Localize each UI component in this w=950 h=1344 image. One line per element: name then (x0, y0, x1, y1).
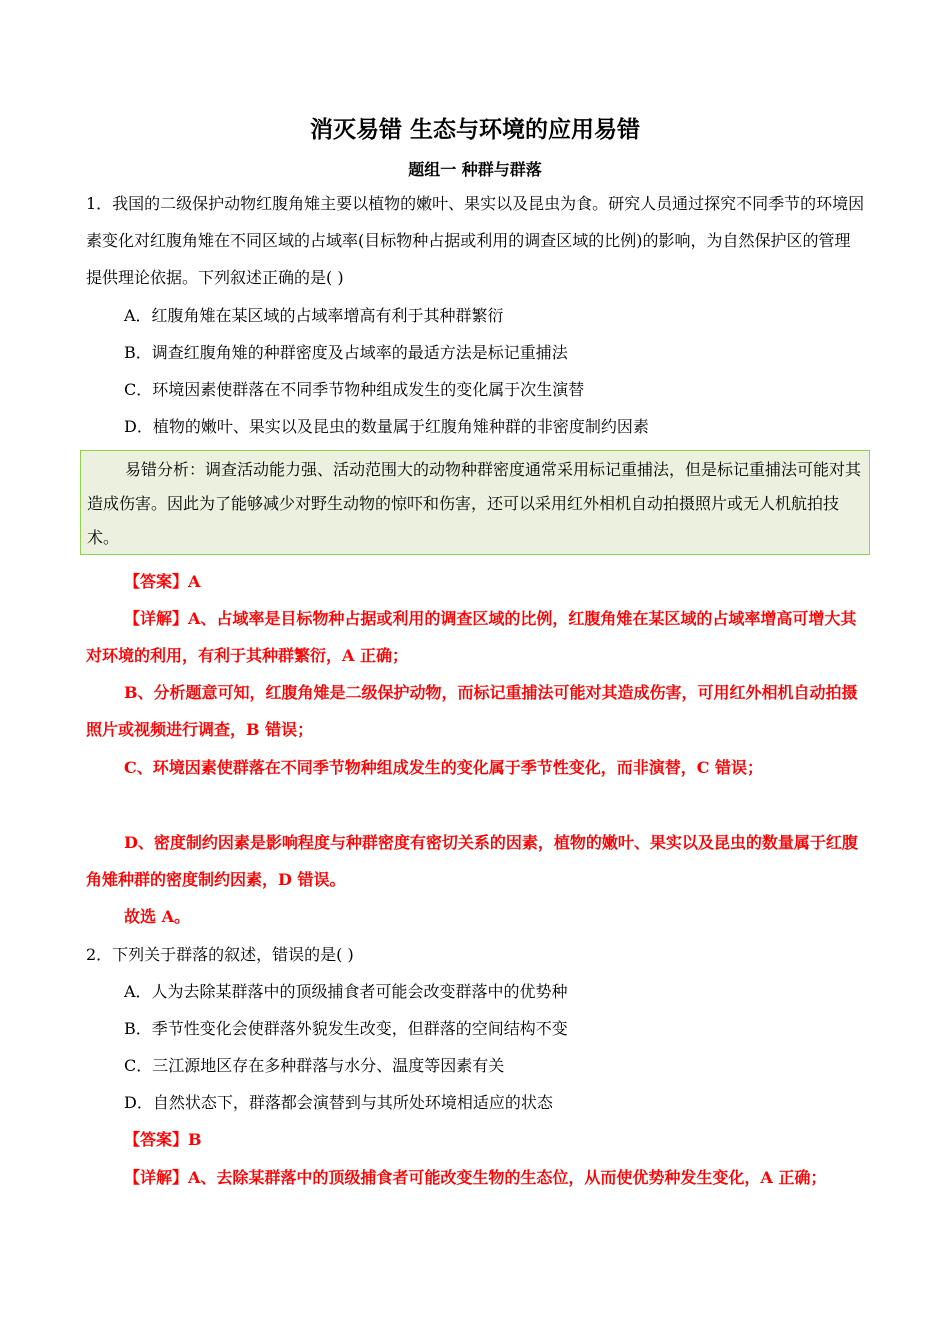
question-1-option-d: D．植物的嫩叶、果实以及昆虫的数量属于红腹角雉种群的非密度制约因素 (124, 417, 649, 436)
question-2-stem: 2．下列关于群落的叙述，错误的是( ) (86, 945, 354, 964)
error-analysis-box (80, 450, 870, 555)
question-1-answer: 【答案】A (124, 572, 201, 591)
page-title: 消灭易错 生态与环境的应用易错 (309, 116, 640, 143)
question-1-explain-d: D、密度制约因素是影响程度与种群密度有密切关系的因素，植物的嫩叶、果实以及昆虫的数量属于红腹角雉种群的密度制约因素，D 错误。 (86, 833, 858, 889)
question-1-stem: 1．我国的二级保护动物红腹角雉主要以植物的嫩叶、果实以及昆虫为食。研究人员通过探究不同季节的环境因素变化对红腹角雉在不同区域的占域率(目标物种占据或利用的调查区域的比例)的影响，为自然保护区的管理提供理论依据。下列叙述正确的是( ) (86, 194, 865, 287)
question-1-explain-a: 【详解】A、占域率是目标物种占据或利用的调查区域的比例，红腹角雉在某区域的占域率增高可增大其对环境的利用，有利于其种群繁衍，A 正确； (86, 609, 857, 665)
question-1-conclusion: 故选 A。 (124, 907, 190, 926)
question-2-option-b: B．季节性变化会使群落外貌发生改变，但群落的空间结构不变 (124, 1019, 568, 1038)
question-2-option-d: D．自然状态下，群落都会演替到与其所处环境相适应的状态 (124, 1093, 553, 1112)
question-1-explain-c: C、环境因素使群落在不同季节物种组成发生的变化属于季节性变化，而非演替，C 错误； (124, 758, 764, 777)
question-1-option-b: B．调查红腹角雉的种群密度及占域率的最适方法是标记重捕法 (124, 343, 568, 362)
question-1-option-c: C．环境因素使群落在不同季节物种组成发生的变化属于次生演替 (124, 380, 585, 399)
error-analysis-text: 易错分析：调查活动能力强、活动范围大的动物种群密度通常采用标记重捕法，但是标记重捕法可能对其造成伤害。因此为了能够减少对野生动物的惊吓和伤害，还可以采用红外相机自动拍摄照片或无人机航拍技术。 (87, 460, 862, 547)
question-1-option-a: A．红腹角雉在某区域的占域率增高有利于其种群繁衍 (124, 306, 504, 325)
question-1-explain-b: B、分析题意可知，红腹角雉是二级保护动物，而标记重捕法可能对其造成伤害，可用红外相机自动拍摄照片或视频进行调查，B 错误； (86, 683, 858, 739)
question-2-answer: 【答案】B (124, 1130, 202, 1149)
question-2-option-c: C．三江源地区存在多种群落与水分、温度等因素有关 (124, 1056, 505, 1075)
section-title: 题组一 种群与群落 (408, 160, 542, 179)
question-2-option-a: A．人为去除某群落中的顶级捕食者可能会改变群落中的优势种 (124, 982, 568, 1001)
question-2-explain-a: 【详解】A、去除某群落中的顶级捕食者可能改变生物的生态位，从而使优势种发生变化，A 正确； (124, 1168, 827, 1187)
